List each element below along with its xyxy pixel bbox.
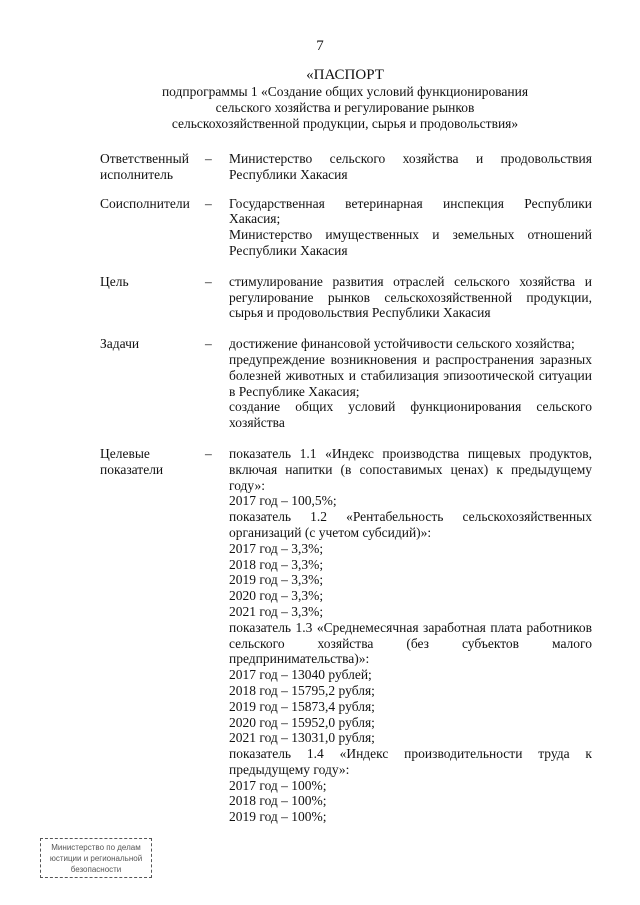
content-paragraph: достижение финансовой устойчивости сельского хозяйства; bbox=[229, 336, 575, 352]
label-line: Цель bbox=[100, 273, 129, 289]
indicator-value: 2018 год – 15795,2 рубля; bbox=[229, 682, 375, 698]
row-tasks bbox=[100, 336, 592, 431]
indicator-heading: показатель 1.3 «Среднемесячная заработная плата работников сельского хозяйства (без субъектов малого предпринимательства)»: bbox=[229, 619, 592, 667]
row-content bbox=[229, 274, 592, 321]
label-line: Задачи bbox=[100, 336, 140, 352]
row-label bbox=[100, 274, 205, 290]
indicator-value: 2017 год – 13040 рублей; bbox=[229, 667, 372, 683]
indicator-value: 2018 год – 100%; bbox=[229, 793, 327, 809]
row-responsible bbox=[100, 151, 592, 183]
dash: – bbox=[205, 273, 212, 289]
row-label bbox=[100, 151, 205, 183]
label-line: Соисполнители bbox=[100, 195, 190, 211]
indicator-value: 2020 год – 15952,0 рубля; bbox=[229, 714, 375, 730]
dash: – bbox=[205, 195, 212, 211]
indicator-value: 2019 год – 100%; bbox=[229, 809, 327, 825]
label-line: показатели bbox=[100, 461, 164, 477]
indicator-value: 2017 год – 100%; bbox=[229, 777, 327, 793]
indicator-value: 2017 год – 3,3%; bbox=[229, 540, 324, 556]
row-goal bbox=[100, 274, 592, 321]
indicator-value: 2018 год – 3,3%; bbox=[229, 556, 324, 572]
title-line-3: сельскохозяйственной продукции, сырья и продовольствия» bbox=[171, 116, 519, 131]
dash: – bbox=[205, 151, 212, 166]
registration-stamp bbox=[40, 838, 152, 878]
content-paragraph: стимулирование развития отраслей сельского хозяйства и регулирование рынков сельскохозяйственной продукции, сырья и продовольствия Республики Хакасия bbox=[229, 273, 592, 321]
row-content bbox=[229, 336, 592, 431]
row-content bbox=[229, 196, 592, 259]
indicator-value: 2019 год – 15873,4 рубля; bbox=[229, 698, 375, 714]
row-indicators bbox=[100, 446, 592, 825]
title-main: «ПАСПОРТ bbox=[306, 67, 384, 83]
page-number: 7 bbox=[316, 38, 324, 54]
stamp-line: юстиции и региональной bbox=[49, 854, 143, 863]
stamp-line: Министерство по делам bbox=[51, 843, 141, 852]
indicator-heading: показатель 1.1 «Индекс производства пищевых продуктов, включая напитки (в сопоставимых ценах) к предыдущему году»: bbox=[229, 445, 592, 493]
indicator-value: 2021 год – 3,3%; bbox=[229, 603, 324, 619]
row-coexecutors bbox=[100, 196, 592, 259]
indicator-value: 2020 год – 3,3%; bbox=[229, 588, 324, 604]
passport-table bbox=[100, 151, 592, 825]
label-line: Целевые bbox=[100, 445, 150, 461]
content-paragraph: Министерство сельского хозяйства и продовольствия Республики Хакасия bbox=[229, 151, 592, 182]
title-line-1: подпрограммы 1 «Создание общих условий функционирования bbox=[161, 84, 529, 99]
indicator-value: 2021 год – 13031,0 рубля; bbox=[229, 730, 375, 746]
title-line-2: сельского хозяйства и регулирование рынков bbox=[215, 100, 475, 115]
label-line: исполнитель bbox=[100, 166, 173, 182]
indicator-value: 2019 год – 3,3%; bbox=[229, 572, 324, 588]
row-label bbox=[100, 196, 205, 212]
row-content bbox=[229, 446, 592, 825]
stamp-line: безопасности bbox=[70, 865, 122, 874]
document-title bbox=[80, 66, 610, 132]
content-paragraph: создание общих условий функционирования сельского хозяйства bbox=[229, 399, 592, 431]
content-paragraph: предупреждение возникновения и распространения заразных болезней животных и стабилизация эпизоотической ситуации в Республике Хакасия; bbox=[229, 351, 592, 399]
indicator-heading: показатель 1.4 «Индекс производительности труда к предыдущему году»: bbox=[229, 746, 592, 777]
indicator-heading: показатель 1.2 «Рентабельность сельскохозяйственных организаций (с учетом субсидий)»: bbox=[229, 509, 592, 540]
label-line: Ответственный bbox=[100, 151, 189, 166]
dash: – bbox=[205, 445, 212, 461]
dash: – bbox=[205, 336, 212, 352]
content-paragraph: Государственная ветеринарная инспекция Республики Хакасия; bbox=[229, 195, 592, 227]
row-label bbox=[100, 446, 205, 478]
row-content bbox=[229, 151, 592, 183]
indicator-value: 2017 год – 100,5%; bbox=[229, 493, 337, 509]
content-paragraph: Министерство имущественных и земельных отношений Республики Хакасия bbox=[229, 227, 592, 258]
row-label bbox=[100, 336, 205, 352]
